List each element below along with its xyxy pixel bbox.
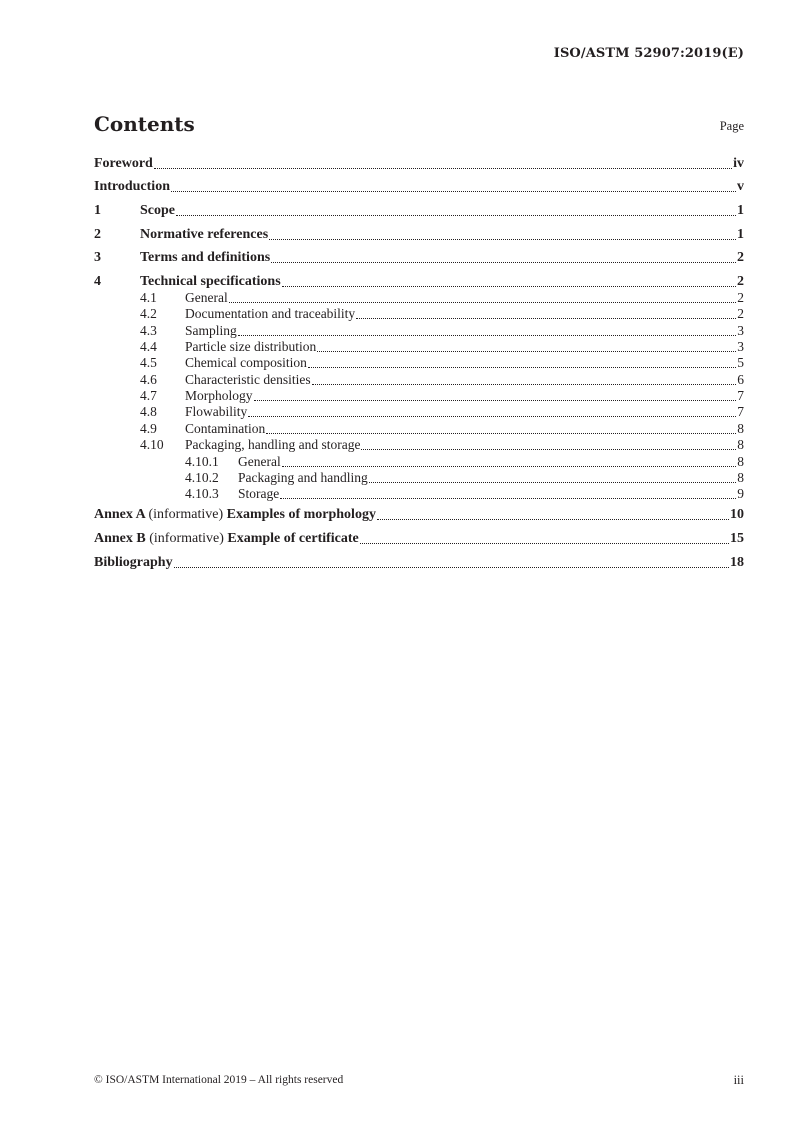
toc-entry[interactable] [94,179,744,195]
toc-leader-dots [266,433,736,434]
annex-letter: Annex B [94,531,146,546]
toc-entry-label: Sampling [185,322,237,338]
toc-entry[interactable] [94,507,744,523]
toc-entry-page: 15 [730,531,744,546]
toc-leader-dots [360,543,729,544]
toc-entry-number: 4.10.3 [185,486,219,502]
toc-entry-label: Characteristic densities [185,371,311,387]
toc-entry-number: 4.4 [140,339,157,355]
toc-leader-dots [171,191,736,192]
toc-entry-page: 2 [737,306,744,322]
toc-leader-dots [248,416,736,417]
toc-entry-page: 8 [737,453,744,469]
annex-title: Example of certificate [227,531,359,546]
toc-entry-page: 8 [737,420,744,436]
toc-entry[interactable] [94,372,744,388]
toc-entry-label: Introduction [94,179,170,194]
toc-entry[interactable] [94,156,744,172]
toc-entry-page: 5 [737,355,744,371]
toc-entry[interactable] [94,274,744,290]
toc-entry-label: Documentation and traceability [185,306,356,322]
toc-entry-page: 2 [737,274,744,289]
toc-entry-number: 4.6 [140,371,157,387]
toc-leader-dots [308,367,736,368]
toc-leader-dots [238,335,736,336]
toc-entry[interactable] [94,227,744,243]
toc-entry-page: 1 [737,203,744,218]
toc-entry-number: 4.10.2 [185,469,219,485]
toc-entry-number: 3 [94,250,101,265]
toc-entry-page: 18 [730,555,744,570]
toc-entry-number: 4 [94,274,101,289]
toc-entry[interactable] [94,437,744,453]
toc-entry-number: 4.1 [140,290,157,305]
toc-entry-page: 3 [737,322,744,338]
toc-entry-label: Flowability [185,404,248,420]
toc-entry-label: Foreword [94,156,153,171]
toc-entry-page: 3 [737,339,744,355]
toc-leader-dots [312,384,737,385]
toc-entry-label [94,531,359,547]
toc-leader-dots [356,318,736,319]
toc-leader-dots [254,400,737,401]
toc-entry[interactable] [94,470,744,486]
toc-entry-label: Storage [238,486,280,502]
page-title: Contents [94,112,195,136]
toc-entry[interactable] [94,486,744,502]
toc-entry[interactable] [94,323,744,339]
toc-entry[interactable] [94,290,744,306]
toc-leader-dots [271,262,736,263]
toc-entry-page: 8 [737,437,744,453]
toc-leader-dots [229,302,737,303]
toc-leader-dots [174,567,729,568]
toc-entry[interactable] [94,531,744,547]
toc-entry-page: 7 [737,388,744,404]
toc-entry-number: 1 [94,203,101,218]
toc-entry-number: 2 [94,227,101,242]
toc-leader-dots [280,498,736,499]
toc-entry-label: General [238,453,281,469]
footer-copyright: © ISO/ASTM International 2019 – All rights reserved [94,1074,344,1086]
toc-entry-label: Scope [140,203,175,218]
toc-entry-page: 6 [737,371,744,387]
toc-leader-dots [377,519,729,520]
toc-entry-label: Packaging, handling and storage [185,437,361,453]
toc-entry[interactable] [94,339,744,355]
toc-entry-label: Chemical composition [185,355,307,371]
toc-entry[interactable] [94,404,744,420]
page-column-label: Page [719,119,744,133]
header-doc-code: ISO/ASTM 52907:2019(E) [553,46,744,61]
toc-entry-label: General [185,290,228,305]
toc-entry-label: Morphology [185,388,253,404]
annex-title: Examples of morphology [226,507,376,522]
toc-entry[interactable] [94,421,744,437]
annex-informative-tag: (informative) [148,507,224,522]
toc-entry-number: 4.10.1 [185,453,219,469]
footer-page-number: iii [733,1073,744,1087]
toc-entry-page: 9 [737,486,744,502]
toc-entry-page: 8 [737,469,744,485]
toc-entry-page: 2 [737,250,744,265]
toc-entry-page: 7 [737,404,744,420]
toc-entry-number: 4.5 [140,355,157,371]
toc-leader-dots [361,449,736,450]
toc-entry[interactable] [94,306,744,322]
toc-entry-number: 4.7 [140,388,157,404]
toc-entry[interactable] [94,454,744,470]
toc-leader-dots [369,482,737,483]
toc-entry-label: Packaging and handling [238,469,368,485]
toc-leader-dots [282,286,736,287]
toc-leader-dots [317,351,736,352]
toc-entry-page: 2 [737,290,744,305]
toc-entry-number: 4.9 [140,420,157,436]
toc-leader-dots [176,215,736,216]
toc-entry-label: Particle size distribution [185,339,317,355]
toc-title-row [94,112,744,140]
toc-entry-label: Normative references [140,227,269,242]
toc-leader-dots [282,466,737,467]
toc-entry-page: v [737,179,744,194]
toc-entry-number: 4.3 [140,322,157,338]
toc-entry-label [94,507,376,523]
annex-informative-tag: (informative) [149,531,224,546]
toc-entry-page: 1 [737,227,744,242]
toc-entry-label: Technical specifications [140,274,281,289]
toc-entry-number: 4.10 [140,437,164,453]
toc-entry[interactable] [94,355,744,371]
toc-entry-number: 4.2 [140,306,157,322]
annex-letter: Annex A [94,507,145,522]
toc-entry-label: Contamination [185,420,266,436]
toc-entry[interactable] [94,203,744,219]
toc-leader-dots [154,168,732,169]
toc-entry[interactable] [94,388,744,404]
toc-entry-label: Terms and definitions [140,250,271,265]
toc-entry-page: 10 [730,507,744,522]
toc-leader-dots [269,239,736,240]
toc-entry-page: iv [733,156,744,171]
toc-entry[interactable] [94,250,744,266]
toc-entry-number: 4.8 [140,404,157,420]
toc-entry-label: Bibliography [94,555,173,570]
toc-entry[interactable] [94,555,744,571]
